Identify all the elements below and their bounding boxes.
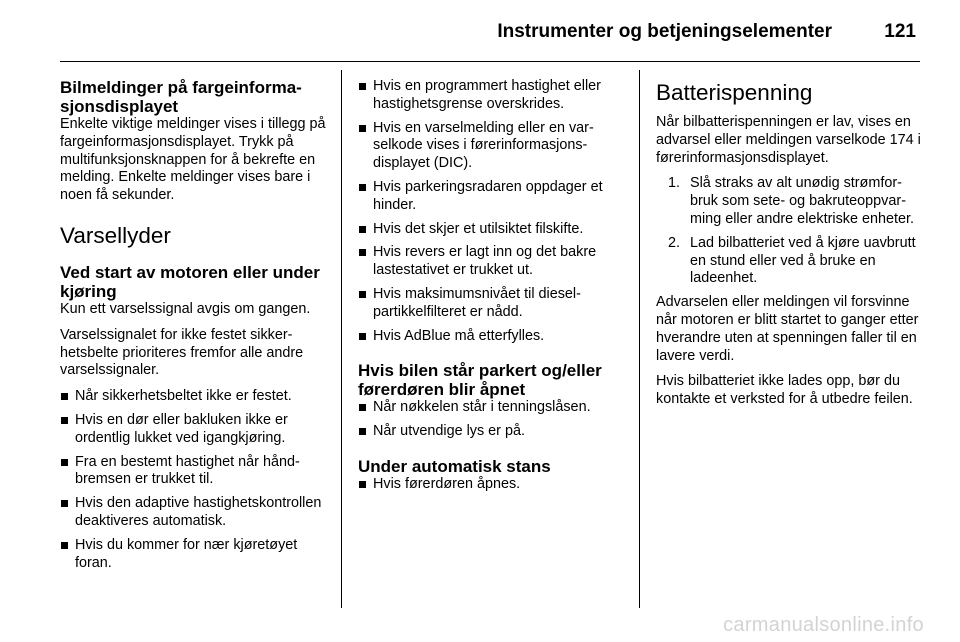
section-heading-warning-chimes: Varsellyder [60,222,171,248]
list-item [656,235,924,288]
paragraph: Varselssignalet for ikke festet sikkerhetsbelte prioriteres fremfor alle andre varselssignaler. [60,326,304,379]
list-item: Hvis en programmert hastighet eller hastighetsgrense overskrides. [358,78,626,114]
column-2 [358,78,626,500]
subheading-autostop: Under automatisk stans [358,456,551,476]
list-item: Hvis AdBlue må etterfylles. [358,328,626,346]
subheading-engine-start-driving: Ved start av motoren eller under kjøring [60,262,320,301]
page-number: 121 [884,21,916,42]
paragraph: Advarselen eller meldingen vil forsvinne når motoren er blitt startet to ganger etter hverandre uten at spenningen faller til en lavere verdi. [656,294,919,364]
list-item: Hvis revers er lagt inn og det bakre lastestativet er trukket ut. [358,244,626,280]
bullet-list [60,388,330,572]
running-header-title: Instrumenter og betjeningselementer [497,21,832,42]
column-divider-right [639,70,640,608]
bullet-list [358,78,626,345]
list-item: Fra en bestemt hastighet når håndbremsen er trukket til. [60,454,330,490]
list-item: Hvis en varselmelding eller en varselkode vises i førerinformasjonsdisplayet (DIC). [358,120,626,173]
list-item: Hvis den adaptive hastighetskontrollen deaktiveres automatisk. [60,495,330,531]
list-item: Når utvendige lys er på. [358,423,626,441]
subheading-parked-door-open: Hvis bilen står parkert og/eller førerdøren blir åpnet [358,361,602,400]
list-item: Hvis du kommer for nær kjøretøyet foran. [60,537,330,573]
list-item: Hvis parkeringsradaren oppdager et hinder. [358,179,626,215]
list-item [656,175,924,228]
list-item: Hvis en dør eller bakluken ikke er ordentlig lukket ved igangkjøring. [60,412,330,448]
column-1 [60,78,330,578]
bullet-list [358,476,626,494]
step-number: 2. [668,234,681,251]
header-rule [60,61,920,62]
step-text: Lad bilbatteriet ved å kjøre uavbrutt en stund eller ved å bruke en ladeenhet. [690,234,916,287]
list-item: Hvis førerdøren åpnes. [358,476,626,494]
column-divider-left [341,70,342,608]
bullet-list [358,399,626,441]
paragraph: Enkelte viktige meldinger vises i tillegg på fargeinformasjonsdisplayet. Trykk på multifunksjonsknappen for å bekrefte en melding. Enkelte meldinger vises bare i noen få sekunder. [60,116,326,204]
step-text: Slå straks av alt unødig strømforbruk som sete- og bakruteoppvarming eller andre elektriske enheter. [690,175,914,227]
list-item: Hvis det skjer et utilsiktet filskifte. [358,221,626,239]
paragraph: Hvis bilbatteriet ikke lades opp, bør du kontakte et verksted for å utbedre feilen. [656,373,913,408]
section-heading-battery-voltage: Batterispenning [656,80,813,105]
list-item: Hvis maksimumsnivået til dieselpartikkelfilteret er nådd. [358,286,626,322]
list-item: Når sikkerhetsbeltet ikke er festet. [60,388,330,406]
step-number: 1. [668,175,681,192]
watermark: carmanualsonline.info [723,614,924,636]
list-item: Når nøkkelen står i tenningslåsen. [358,399,626,417]
column-3 [656,78,924,417]
paragraph: Når bilbatterispenningen er lav, vises en advarsel eller meldingen varselkode 174 i førerinformasjonsdisplayet. [656,114,921,166]
numbered-list [656,175,924,288]
paragraph: Kun ett varselssignal avgis om gangen. [60,300,311,317]
section-heading-color-display-messages: Bilmeldinger på fargeinformasjonsdisplayet [60,78,302,116]
